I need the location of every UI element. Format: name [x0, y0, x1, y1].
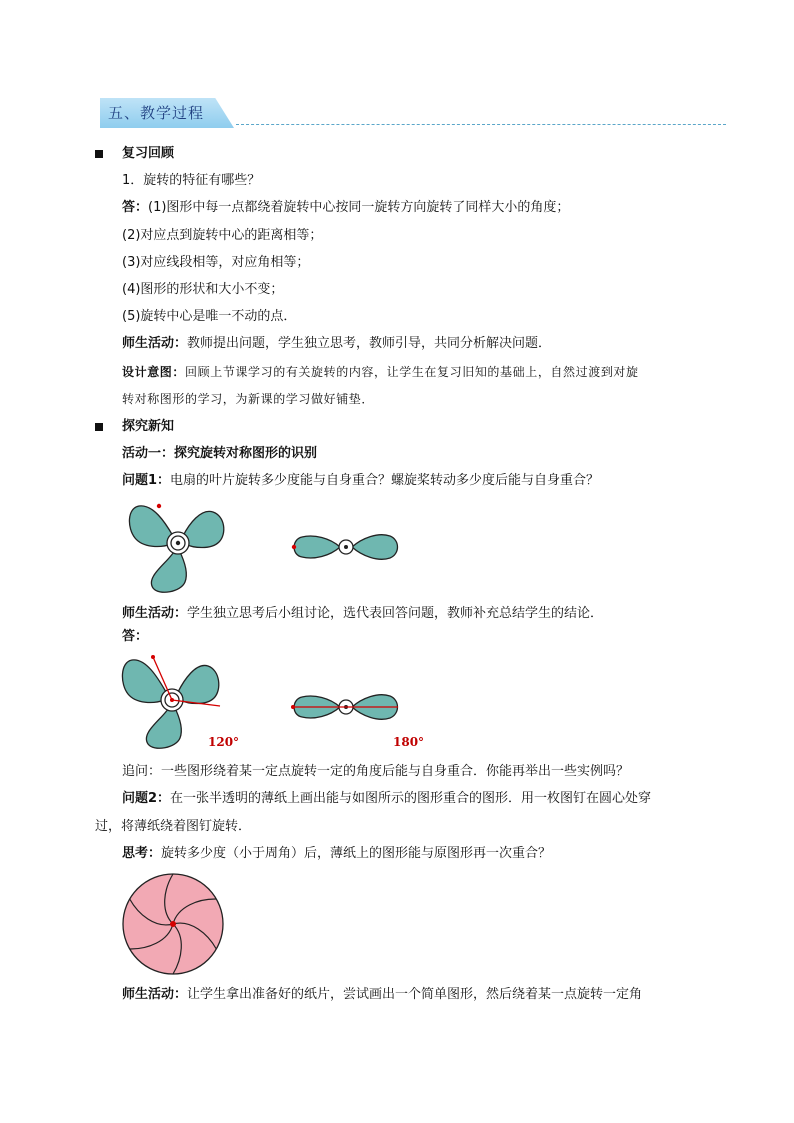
- header-title: 五、教学过程: [108, 104, 205, 122]
- bullet-icon: [95, 423, 103, 431]
- problem1-text: 电扇的叶片旋转多少度能与自身重合？螺旋桨转动多少度后能与自身重合？: [170, 473, 600, 488]
- answer-4: (4)图形的形状和大小不变；: [122, 282, 284, 297]
- question-1: 1．旋转的特征有哪些？: [122, 173, 261, 188]
- activity1-title: 活动一：探究旋转对称图形的识别: [122, 446, 318, 461]
- propeller-figure-annotated: [288, 688, 402, 726]
- answer-5: (5)旋转中心是唯一不动的点．: [122, 309, 297, 324]
- section-review-title: 复习回顾: [122, 146, 175, 161]
- think-label: 思考：: [122, 846, 162, 861]
- bullet-icon: [95, 150, 103, 158]
- teacher-activity-3: [122, 986, 642, 1004]
- teacher-activity-1: [122, 335, 551, 353]
- problem1-label: 问题1：: [122, 473, 171, 488]
- fan-angle-label: 120°: [208, 735, 240, 749]
- design-text-1: 回顾上节课学习的有关旋转的内容，让学生在复习旧知的基础上，自然过渡到对旋: [185, 365, 639, 379]
- problem2-text-2: 过，将薄纸绕着图钉旋转．: [95, 819, 252, 834]
- answer-label: 答：: [122, 200, 149, 215]
- activity-text: 教师提出问题，学生独立思考，教师引导，共同分析解决问题．: [187, 336, 552, 351]
- section-header: [100, 98, 726, 132]
- activity3-label: 师生活动：: [122, 987, 188, 1002]
- activity3-text: 让学生拿出准备好的纸片，尝试画出一个简单图形，然后绕着某一点旋转一定角: [187, 987, 643, 1002]
- activity2-label: 师生活动：: [122, 606, 188, 621]
- answer-2: (2)对应点到旋转中心的距离相等；: [122, 228, 323, 243]
- propeller-angle-label: 180°: [393, 735, 425, 749]
- fan-figure: [125, 500, 235, 595]
- problem2-label: 问题2：: [122, 791, 171, 806]
- answer-3: (3)对应线段相等，对应角相等；: [122, 255, 310, 270]
- header-divider: [236, 124, 726, 125]
- problem2-text-1: 在一张半透明的薄纸上画出能与如图所示的图形重合的图形．用一枚图钉在圆心处穿: [170, 791, 652, 806]
- answer-1-text: (1)图形中每一点都绕着旋转中心按同一旋转方向旋转了同样大小的角度；: [148, 200, 570, 215]
- teacher-activity-2: [122, 605, 603, 623]
- design-intent-line-2: 转对称图形的学习，为新课的学习做好铺垫．: [122, 392, 375, 406]
- design-label: 设计意图：: [122, 365, 186, 379]
- think-question: [122, 845, 551, 863]
- activity-label: 师生活动：: [122, 336, 188, 351]
- design-intent-line-1: [122, 363, 639, 381]
- answer-1: [122, 199, 569, 217]
- followup-question: 追问：一些图形绕着某一定点旋转一定的角度后能与自身重合．你能再举出一些实例吗？: [122, 764, 630, 779]
- section-explore-title: 探究新知: [122, 419, 175, 434]
- think-text: 旋转多少度（小于周角）后，薄纸上的图形能与原图形再一次重合？: [161, 846, 552, 861]
- question-problem-2: [122, 790, 651, 808]
- pinwheel-disk-figure: [120, 871, 226, 977]
- answer2-label: 答：: [122, 629, 149, 644]
- propeller-figure: [290, 528, 402, 566]
- question-problem-1: [122, 472, 599, 490]
- activity2-text: 学生独立思考后小组讨论，选代表回答问题，教师补充总结学生的结论．: [187, 606, 604, 621]
